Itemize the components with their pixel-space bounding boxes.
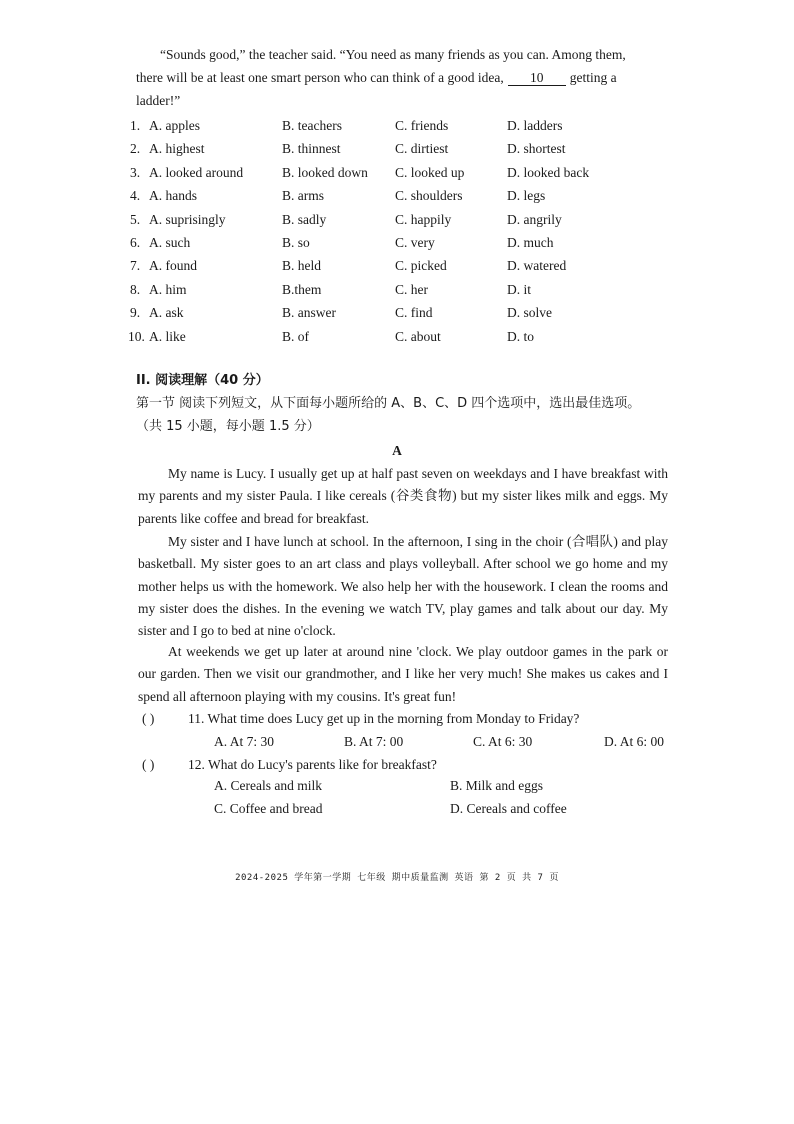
cloze-item-number: 10. [128, 328, 145, 344]
answer-paren[interactable]: ( ) [142, 711, 155, 726]
cloze-option-a[interactable]: A. like [149, 328, 186, 344]
cloze-option-b[interactable]: B.them [282, 281, 322, 297]
section-instruction: 第一节 阅读下列短文，从下面每小题所给的 A、B、C、D 四个选项中，选出最佳选项。 [136, 396, 641, 411]
cloze-option-c[interactable]: C. dirtiest [395, 141, 449, 157]
cloze-item-number: 1. [130, 118, 141, 133]
cloze-option-c[interactable]: C. friends [395, 118, 449, 133]
option-b[interactable]: B. At 7: 00 [344, 734, 404, 749]
cloze-option-b[interactable]: B. held [282, 258, 321, 274]
cloze-option-d[interactable]: D. much [507, 235, 554, 250]
cloze-option-b[interactable]: B. sadly [282, 211, 327, 227]
cloze-blank-10: 10 [508, 70, 566, 86]
cloze-option-c[interactable]: C. find [395, 305, 433, 321]
option-d[interactable]: D. Cereals and coffee [450, 801, 567, 816]
cloze-option-b[interactable]: B. of [282, 328, 309, 344]
cloze-item-number: 5. [130, 211, 141, 227]
option-a[interactable]: A. Cereals and milk [214, 778, 322, 793]
cloze-option-d[interactable]: D. angrily [507, 211, 562, 227]
cloze-option-b[interactable]: B. looked down [282, 164, 368, 180]
cloze-option-d[interactable]: D. to [507, 328, 534, 344]
cloze-option-a[interactable]: A. suprisingly [149, 211, 226, 227]
cloze-item-number: 6. [130, 235, 141, 250]
cloze-item-number: 7. [130, 258, 141, 274]
cloze-line-2 [136, 69, 617, 87]
cloze-item-number: 3. [130, 164, 141, 180]
passage-paragraph-1: My name is Lucy. I usually get up at half past seven on weekdays and I have breakfast with my parents and my sister Paula. I like cereals (谷类食物) but my sister likes milk and eggs. My parents like coffee and bread for breakfast. [138, 466, 668, 526]
cloze-option-a[interactable]: A. such [149, 235, 191, 250]
cloze-option-d[interactable]: D. it [507, 281, 532, 297]
cloze-option-b[interactable]: B. arms [282, 188, 324, 204]
cloze-option-b[interactable]: B. teachers [282, 118, 342, 133]
option-a[interactable]: A. At 7: 30 [214, 734, 275, 749]
question-stem: 12. What do Lucy's parents like for breakfast? [188, 757, 437, 772]
cloze-option-a[interactable]: A. highest [149, 141, 205, 157]
passage-paragraph-2: My sister and I have lunch at school. In the afternoon, I sing in the choir (合唱队) and play basketball. My sister goes to an art class and plays volleyball. After school we go home and my mother helps us with the homework. We also help her with the housework. I clean the rooms and my sister does the dishes. In the evening we watch TV, play games and talk about our day. My sister and I go to bed at nine o'clock. [138, 534, 668, 639]
cloze-line-2-after: getting a [569, 70, 617, 85]
section-scoring: （共 15 小题，每小题 1.5 分） [136, 419, 320, 434]
cloze-item-number: 2. [130, 141, 141, 157]
option-c[interactable]: C. Coffee and bread [214, 801, 323, 816]
passage-paragraph-3: At weekends we get up later at around nine 'clock. We play outdoor games in the park or our garden. Then we visit our grandmother, and I like her very much! She makes us cakes and I spend all afternoon playing with my cousins. It's great fun! [138, 644, 668, 704]
section-heading: II. 阅读理解（40 分） [136, 373, 269, 388]
cloze-option-d[interactable]: D. solve [507, 305, 552, 321]
cloze-option-a[interactable]: A. him [149, 281, 187, 297]
cloze-option-c[interactable]: C. looked up [395, 164, 465, 180]
cloze-option-a[interactable]: A. ask [149, 305, 184, 321]
cloze-option-d[interactable]: D. looked back [507, 164, 590, 180]
cloze-option-b[interactable]: B. thinnest [282, 141, 341, 157]
cloze-option-b[interactable]: B. so [282, 235, 310, 250]
cloze-option-b[interactable]: B. answer [282, 305, 336, 321]
cloze-option-d[interactable]: D. ladders [507, 118, 563, 133]
cloze-option-a[interactable]: A. hands [149, 188, 197, 204]
option-c[interactable]: C. At 6: 30 [473, 734, 533, 749]
option-d[interactable]: D. At 6: 00 [604, 734, 665, 749]
cloze-option-d[interactable]: D. legs [507, 188, 546, 204]
cloze-option-c[interactable]: C. picked [395, 258, 447, 274]
cloze-option-c[interactable]: C. very [395, 235, 435, 250]
cloze-option-c[interactable]: C. her [395, 281, 428, 297]
cloze-option-c[interactable]: C. about [395, 328, 441, 344]
passage-label: A [392, 443, 402, 458]
cloze-item-number: 8. [130, 281, 141, 297]
page-footer: 2024-2025 学年第一学期 七年级 期中质量监测 英语 第 2 页 共 7 页 [235, 873, 559, 883]
cloze-option-c[interactable]: C. happily [395, 211, 452, 227]
cloze-option-c[interactable]: C. shoulders [395, 188, 463, 204]
cloze-option-a[interactable]: A. found [149, 258, 197, 274]
question-stem: 11. What time does Lucy get up in the morning from Monday to Friday? [188, 711, 580, 726]
cloze-option-a[interactable]: A. apples [149, 118, 200, 133]
cloze-option-a[interactable]: A. looked around [149, 164, 244, 180]
cloze-option-d[interactable]: D. shortest [507, 141, 566, 157]
cloze-item-number: 9. [130, 305, 141, 321]
cloze-line-1: “Sounds good,” the teacher said. “You need as many friends as you can. Among them, [160, 47, 626, 62]
cloze-option-d[interactable]: D. watered [507, 258, 567, 274]
cloze-item-number: 4. [130, 188, 141, 204]
option-b[interactable]: B. Milk and eggs [450, 778, 543, 793]
cloze-line-2-text: there will be at least one smart person who can think of a good idea, [136, 70, 504, 85]
cloze-line-3: ladder!” [136, 93, 181, 108]
answer-paren[interactable]: ( ) [142, 757, 155, 772]
